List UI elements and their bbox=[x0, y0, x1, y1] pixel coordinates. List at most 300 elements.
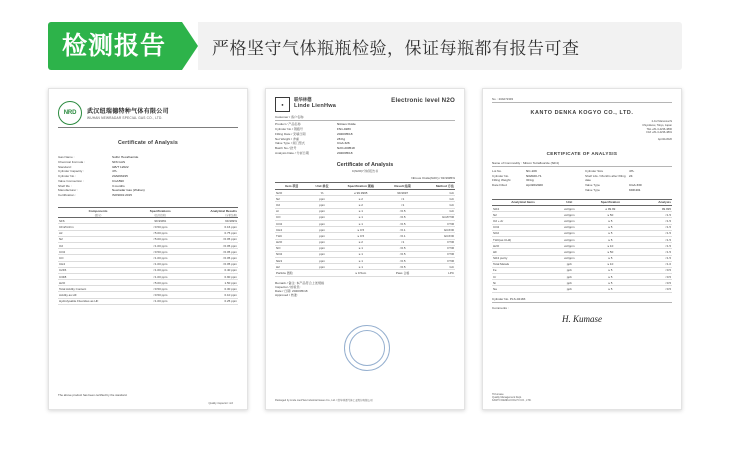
cell-method: FTIR bbox=[419, 239, 455, 245]
cell-unit: % bbox=[309, 190, 336, 196]
cell-spec: ≤ 5 bbox=[585, 274, 637, 280]
card3-field-value: 24 bbox=[629, 173, 633, 178]
cell-method: GC/FTIR bbox=[419, 214, 455, 220]
card1-field-value: 3 months bbox=[112, 183, 125, 188]
card2-doc-title: Certificate of Analysis bbox=[336, 161, 394, 168]
cell-result: <1 bbox=[386, 239, 419, 245]
card2-field-label: Filling Date / 充填日期 bbox=[275, 131, 306, 136]
cell-result: 0.30 ppm bbox=[183, 286, 238, 292]
card3-field-row bbox=[585, 188, 672, 193]
cell-result: 0.10 ppm bbox=[183, 292, 238, 298]
cell-component: CH4 bbox=[58, 261, 138, 267]
cell-spec: ≤ 0.5 bbox=[336, 227, 387, 233]
card1-col-header-text: Specifications bbox=[149, 208, 171, 213]
cell-result: <0.5 bbox=[386, 214, 419, 220]
card3-address-line: TEL +81-3-4236-4800 bbox=[646, 127, 672, 131]
cell-unit: vol/ppm bbox=[554, 255, 584, 261]
card2-field-label: Analysis Date / 分析日期 bbox=[275, 150, 309, 155]
card2-note: Inspector / 检验员: bbox=[275, 284, 301, 289]
table-row bbox=[492, 286, 672, 292]
certificate-card-linde-lienhwa[interactable] bbox=[265, 88, 465, 410]
card1-field-value: ISO9001:2015 bbox=[112, 193, 132, 198]
card3-field-label: Cylinder No. bbox=[492, 173, 510, 178]
cell-unit: vol/ppm bbox=[554, 218, 584, 224]
cell-analysis: <1.5 bbox=[636, 236, 672, 242]
cell-result: 99.999% bbox=[183, 218, 238, 224]
card3-signer-title: Quality Management Dept. bbox=[492, 396, 522, 399]
cell-result: <0.05 ppm bbox=[183, 261, 238, 267]
cell-spec: <1.00 ppm bbox=[138, 273, 182, 279]
cell-spec: <1.00 ppm bbox=[138, 255, 182, 261]
card1-field-row bbox=[58, 193, 238, 198]
cell-analysis: <0.5 bbox=[636, 280, 672, 286]
cell-analysis: <1.5 bbox=[636, 249, 672, 255]
cell-spec: <0.50 ppm bbox=[138, 224, 182, 230]
cell-unit: ppb bbox=[554, 280, 584, 286]
card3-field-label: Valve Type bbox=[585, 183, 601, 188]
cell-spec: <0.50 ppm bbox=[138, 286, 182, 292]
card2-col-header: Item 项目 bbox=[275, 182, 309, 189]
cell-result: 99.9997 bbox=[386, 190, 419, 196]
cell-spec: <1.00 ppm bbox=[138, 261, 182, 267]
card1-field-label: Manufacturer : bbox=[58, 188, 78, 193]
cell-unit: vol/ppm bbox=[554, 206, 584, 212]
cell-unit: ppm bbox=[309, 258, 336, 264]
cell-unit: ppm bbox=[309, 233, 336, 239]
cell-result: <0.5 bbox=[386, 264, 419, 270]
cell-spec: <5.00 ppm bbox=[138, 236, 182, 242]
card2-field-label: Net Weight / 净重 bbox=[275, 136, 300, 141]
cell-unit: ppm bbox=[309, 245, 336, 251]
card2-field-value: N2O-200518 bbox=[337, 146, 355, 151]
card2-note: Remark / 备注: 本产品符合上述规格 bbox=[275, 280, 325, 285]
card1-field-label: Valve Connection : bbox=[58, 178, 84, 183]
card1-footer-note: The above product has been certified by the standard. bbox=[58, 393, 128, 397]
card1-field-value: CGA590 bbox=[112, 178, 124, 183]
cell-spec: ≤ 5 bbox=[585, 255, 637, 261]
cell-result: 0.25 ppm bbox=[183, 298, 238, 304]
card3-doc-number: No. : 20A072393 bbox=[492, 97, 513, 101]
cell-analysis: <1.5 bbox=[636, 230, 672, 236]
card2-customer-label: Customer / 客户名称: bbox=[275, 115, 305, 119]
card3-field-value: Apr/20/2020 bbox=[526, 183, 543, 188]
card2-notes bbox=[275, 281, 455, 298]
card1-doc-title: Certificate of Analysis bbox=[117, 140, 179, 146]
cell-unit: vol/ppm bbox=[554, 249, 584, 255]
card1-fields bbox=[58, 155, 238, 198]
cell-spec: <1.00 ppm bbox=[138, 242, 182, 248]
cell-item: Na bbox=[492, 286, 554, 292]
card2-doc-subtitle: C(N2O)/分析报告书 bbox=[351, 168, 379, 173]
card2-field-value: Nitrous Oxide bbox=[337, 122, 356, 127]
cell-result: <0.5 bbox=[386, 251, 419, 257]
cell-item: O2 bbox=[275, 202, 309, 208]
cell-unit: ppm bbox=[309, 220, 336, 226]
certificate-card-wuhan-newradar[interactable] bbox=[48, 88, 248, 410]
cell-spec: <5.00 ppm bbox=[138, 230, 182, 236]
cell-spec: ≤ 5 bbox=[585, 286, 637, 292]
cell-spec: ≤ 1 bbox=[336, 220, 387, 226]
cell-item: Ar bbox=[275, 208, 309, 214]
cell-item: NO2 bbox=[275, 251, 309, 257]
card1-col-header-text: Components bbox=[88, 208, 108, 213]
card3-info-right bbox=[585, 169, 672, 193]
cell-spec: ≤ 1 bbox=[336, 258, 387, 264]
card2-header-fields bbox=[275, 122, 455, 155]
cell-unit: ppb bbox=[554, 267, 584, 273]
cell-result: <0.05 ppm bbox=[183, 242, 238, 248]
card3-col-header: Specification bbox=[585, 199, 637, 205]
cell-item: H2O bbox=[275, 239, 309, 245]
card1-field-value: SF6 GAS bbox=[112, 159, 126, 164]
certificate-card-list bbox=[48, 88, 682, 418]
linde-logo-icon: ● bbox=[275, 97, 290, 112]
cell-result: 0.75 ppm bbox=[183, 230, 238, 236]
cell-spec: ≤ 10 bbox=[585, 261, 637, 267]
card1-col-subheader-text: (分析结果) bbox=[225, 213, 237, 217]
card1-col-header bbox=[58, 208, 138, 218]
card3-company-name: KANTO DENKA KOGYO CO., LTD. bbox=[530, 110, 634, 116]
cell-component: CO2 bbox=[58, 249, 138, 255]
card3-divider-bottom bbox=[492, 302, 672, 303]
cell-item: Fe bbox=[492, 267, 554, 273]
table-row bbox=[275, 270, 455, 276]
cell-spec: ≤ 5 bbox=[585, 230, 637, 236]
card3-address-line: Chiyoda-ku, Tokyo, Japan bbox=[642, 123, 672, 127]
banner-arrow-shape bbox=[182, 22, 198, 70]
cell-item: CO bbox=[275, 214, 309, 220]
card2-note: Date / 日期: 2020/05/18 bbox=[275, 288, 308, 293]
card2-field-label: Batch No / 批号 bbox=[275, 146, 297, 151]
card3-signer-name: H.Kumase bbox=[492, 393, 504, 396]
cell-component: C3F8 bbox=[58, 273, 138, 279]
cell-method: GC bbox=[419, 208, 455, 214]
card3-field-label: Date Filled bbox=[492, 183, 507, 188]
cell-spec: ≤ 1 bbox=[336, 245, 387, 251]
cell-analysis: <1.5 bbox=[636, 224, 672, 230]
cell-spec: 99.999% bbox=[138, 218, 182, 224]
cell-item: Total Metals bbox=[492, 261, 554, 267]
card3-field-value: NC-109 bbox=[526, 168, 537, 173]
card3-col-header: Analytical Items bbox=[492, 199, 554, 205]
card3-product-line: Name of Commodity : Silicon Tetrafluoride (SiF4) bbox=[492, 160, 559, 165]
cell-unit: vol/ppm bbox=[554, 212, 584, 218]
card2-field-value: FN1-0283 bbox=[337, 126, 351, 131]
cell-result: <0.05 ppm bbox=[183, 249, 238, 255]
cell-method: GC/FID bbox=[419, 233, 455, 239]
card1-col-header bbox=[138, 208, 182, 218]
cell-analysis: <1.5 bbox=[636, 243, 672, 249]
cell-spec: <1.00 ppm bbox=[138, 298, 182, 304]
cell-analysis: 99.995 bbox=[636, 206, 672, 212]
cell-result: Pass 合格 bbox=[386, 270, 419, 276]
cell-unit bbox=[309, 270, 336, 276]
card3-info-left bbox=[492, 169, 579, 193]
banner-subtitle: 严格坚守气体瓶瓶检验，保证每瓶都有报告可查 bbox=[198, 22, 682, 70]
cell-result: 0.16 ppm bbox=[183, 224, 238, 230]
card2-field-label: Product / 产品名称 bbox=[275, 122, 301, 127]
card2-field-value: 28 Kg bbox=[337, 136, 346, 141]
card3-field-label: Shelf Life / Months after filling date bbox=[585, 173, 626, 183]
cell-spec: ≥ 99.99 bbox=[585, 206, 637, 212]
cell-unit: ppm bbox=[309, 239, 336, 245]
cell-item: CO2 bbox=[275, 220, 309, 226]
card2-col-header: Unit 单位 bbox=[309, 182, 336, 189]
cell-item: CO2 bbox=[492, 224, 554, 230]
card3-field-value: N02020-Y1 bbox=[526, 173, 542, 178]
banner-title: 检测报告 bbox=[48, 22, 182, 70]
card2-analysis-table bbox=[275, 182, 455, 277]
cell-result: <0.5 bbox=[386, 245, 419, 251]
card1-field-label: Shelf life : bbox=[58, 183, 72, 188]
cell-item: Particle 微粒 bbox=[275, 270, 309, 276]
card2-divider bbox=[275, 120, 455, 121]
card3-field-label: Cylinder Size bbox=[585, 168, 604, 173]
cell-analysis: <1.0 bbox=[636, 261, 672, 267]
cell-component: Air bbox=[58, 230, 138, 236]
card1-col-subheader-text: (组分) bbox=[94, 213, 102, 217]
cell-spec: ≤ 1 bbox=[336, 214, 387, 220]
card3-divider-top bbox=[492, 102, 672, 103]
card1-col-subheader-text: (技术指标) bbox=[154, 213, 167, 217]
cell-component: SF6 bbox=[58, 218, 138, 224]
card1-field-value: Sulfur Hexafluoride bbox=[112, 155, 139, 159]
card1-field-value: Newradar Gas (Wuhan) bbox=[112, 188, 145, 193]
card3-doc-title: CERTIFICATE OF ANALYSIS bbox=[546, 150, 618, 156]
cell-result: <0.1 bbox=[386, 227, 419, 233]
cell-item: THC(as CH4) bbox=[492, 236, 554, 242]
cell-item: SiF4 purity bbox=[492, 255, 554, 261]
cell-method: FTIR bbox=[419, 245, 455, 251]
cell-spec: ≤ 5 bbox=[585, 218, 637, 224]
cell-item: Cr bbox=[492, 274, 554, 280]
card2-col-header: Method 方法 bbox=[419, 182, 455, 189]
cell-unit: vol/ppm bbox=[554, 243, 584, 249]
newradar-logo-icon: NRD bbox=[58, 101, 82, 125]
card1-field-value: GB/T 12022 bbox=[112, 164, 129, 169]
card3-signature-block bbox=[492, 393, 672, 402]
card2-note: Approved / 核准: bbox=[275, 293, 298, 298]
cell-spec: ≤ 50 bbox=[585, 249, 637, 255]
card3-field-value: CGA 330 bbox=[629, 183, 642, 188]
cell-result: <0.5 bbox=[386, 220, 419, 226]
cell-component: Total Acidity Content bbox=[58, 286, 138, 292]
cell-item: CH4 bbox=[275, 227, 309, 233]
cell-method: FTIR bbox=[419, 251, 455, 257]
card2-field-row bbox=[275, 151, 455, 156]
cell-result: <0.5 bbox=[386, 258, 419, 264]
cell-result: <1 bbox=[386, 196, 419, 202]
cell-item: H2O bbox=[492, 243, 554, 249]
cell-spec: ≤ 1 bbox=[336, 251, 387, 257]
cell-spec: ≤ 2 bbox=[336, 239, 387, 245]
card1-analysis-table bbox=[58, 207, 238, 305]
cell-component: CO bbox=[58, 255, 138, 261]
cell-component: O2 bbox=[58, 242, 138, 248]
cell-item: O2 + Ar bbox=[492, 218, 554, 224]
card1-field-value: 20A066195 bbox=[112, 174, 128, 179]
cell-spec: ≤ 0.5 bbox=[336, 233, 387, 239]
cell-unit: ppb bbox=[554, 274, 584, 280]
cell-analysis: <0.5 bbox=[636, 267, 672, 273]
card2-purity-note: Nitrous Oxide(N2O) / 99.9995% bbox=[411, 175, 455, 180]
cell-item: NH3 bbox=[275, 258, 309, 264]
cell-spec: ≤ 10 bbox=[585, 243, 637, 249]
card3-field-value: 30 kg bbox=[526, 178, 534, 183]
card3-field-value: KDK401 bbox=[629, 188, 641, 193]
card3-address bbox=[492, 120, 672, 135]
card1-company-en: WUHAN NEWRADAR SPECIAL GAS CO., LTD. bbox=[87, 116, 163, 121]
card1-letterhead bbox=[58, 101, 238, 125]
cell-result: <0.1 bbox=[386, 233, 419, 239]
card1-field-value: 47L bbox=[112, 169, 118, 174]
card1-table-header-row bbox=[58, 208, 238, 218]
cell-spec: ≤ 0.5um bbox=[336, 270, 387, 276]
cell-unit: ppm bbox=[309, 196, 336, 202]
cell-component: CF4/CnFm bbox=[58, 224, 138, 230]
card3-address-line: FAX +81-3-4236-4801 bbox=[646, 131, 672, 135]
card1-field-label: Standard : bbox=[58, 164, 73, 169]
card3-remarks-label: Comments : bbox=[492, 305, 509, 310]
cell-unit: ppm bbox=[309, 227, 336, 233]
card1-field-label: Gas Name : bbox=[58, 155, 75, 159]
cell-spec: ≤ 50 bbox=[585, 212, 637, 218]
card3-field-value: 47L bbox=[629, 168, 635, 173]
card3-field-label: Filling Weight bbox=[492, 178, 511, 183]
card2-letterhead bbox=[275, 97, 455, 112]
card2-field-label: Valve Type / 阀门型式 bbox=[275, 141, 305, 146]
cell-spec: <1.00 ppm bbox=[138, 267, 182, 273]
card2-footer-note: Packaged by Linde LienHwa Industrial Gases Co., Ltd. / 联华林德气体工业股份有限公司 bbox=[275, 399, 373, 402]
cell-component: N2 bbox=[58, 236, 138, 242]
cell-unit: vol/ppm bbox=[554, 224, 584, 230]
card1-inspector-signature: Quality inspector: nrd bbox=[208, 402, 233, 405]
cell-method: FTIR bbox=[419, 220, 455, 226]
card3-signature: H. Kumase bbox=[562, 313, 602, 324]
cell-component: H2O bbox=[58, 280, 138, 286]
cell-result: 1.50 ppm bbox=[183, 280, 238, 286]
cell-spec: ≤ 1 bbox=[336, 264, 387, 270]
card2-brand-cn: 联华林德 bbox=[294, 97, 312, 102]
card3-analysis-table bbox=[492, 199, 672, 293]
card2-field-value: CGA 326 bbox=[337, 141, 350, 146]
card2-col-header: Result 结果 bbox=[386, 182, 419, 189]
cell-spec: ≤ 1 bbox=[336, 208, 387, 214]
cell-result: 0.90 ppm bbox=[183, 273, 238, 279]
cell-method: GC bbox=[419, 196, 455, 202]
card1-field-label: Chemical Formula : bbox=[58, 159, 85, 164]
cell-analysis: <1.5 bbox=[636, 255, 672, 261]
cell-result: 0.40 ppm bbox=[183, 267, 238, 273]
cell-analysis: <1.5 bbox=[636, 218, 672, 224]
card2-field-value: 2020/05/18 bbox=[337, 131, 353, 136]
cell-result: <1 bbox=[386, 202, 419, 208]
card3-field-label: Valve Type bbox=[585, 188, 601, 193]
cell-item: HF bbox=[492, 249, 554, 255]
card2-col-header: Specification 规格 bbox=[336, 182, 387, 189]
card2-field-value: 2020/05/18 bbox=[337, 150, 353, 155]
cell-item: N2 bbox=[275, 196, 309, 202]
cell-item: N2 bbox=[492, 212, 554, 218]
cell-component: C2F6 bbox=[58, 267, 138, 273]
cell-spec: ≤ 5 bbox=[585, 267, 637, 273]
cell-item: NO bbox=[275, 245, 309, 251]
cell-unit: ppb bbox=[554, 261, 584, 267]
card1-field-label: Cylinder No : bbox=[58, 174, 76, 179]
cell-unit: ppm bbox=[309, 214, 336, 220]
cell-unit: vol/ppm bbox=[554, 230, 584, 236]
cell-spec: ≤ 5 bbox=[585, 224, 637, 230]
cell-unit: ppm bbox=[309, 208, 336, 214]
company-seal-stamp bbox=[344, 325, 390, 371]
card3-cylinder-no: Cylinder No. PLS-02183 bbox=[492, 296, 526, 301]
header-banner bbox=[48, 22, 682, 70]
cell-spec: <0.50 ppm bbox=[138, 249, 182, 255]
certificate-card-kanto-denka[interactable] bbox=[482, 88, 682, 410]
cell-analysis: <0.5 bbox=[636, 274, 672, 280]
cell-unit: ppm bbox=[309, 251, 336, 257]
cell-unit: ppm bbox=[309, 264, 336, 270]
card3-signer-company: KANTO DENKA KOGYO CO., LTD. bbox=[492, 399, 532, 402]
cell-method: GC/FID bbox=[419, 227, 455, 233]
card3-address-line: 2-9-2 Marunouchi bbox=[651, 120, 672, 123]
cell-result: <0.05 ppm bbox=[183, 236, 238, 242]
cell-method: GC bbox=[419, 190, 455, 196]
cell-spec: ≤ 5 bbox=[585, 280, 637, 286]
card1-col-header bbox=[183, 208, 238, 218]
card1-field-label: Cylinder Capacity : bbox=[58, 169, 84, 174]
cell-spec: ≤ 2 bbox=[336, 202, 387, 208]
cell-unit: ppm bbox=[309, 202, 336, 208]
cell-unit: ppb bbox=[554, 286, 584, 292]
cell-component: Acidity as HF bbox=[58, 292, 138, 298]
cell-item: H2 bbox=[275, 264, 309, 270]
cell-analysis: <0.5 bbox=[636, 286, 672, 292]
cell-result: <0.5 bbox=[386, 208, 419, 214]
cell-method: LPC bbox=[419, 270, 455, 276]
card2-brand-en: Linde LienHwa bbox=[294, 103, 337, 109]
card2-product-title: Electronic level N2O bbox=[391, 97, 455, 104]
cell-item: N2O bbox=[275, 190, 309, 196]
card3-date: Apr/21/2020 bbox=[657, 138, 672, 141]
card2-field-label: Cylinder No / 钢瓶号 bbox=[275, 126, 304, 131]
cell-item: Ni bbox=[492, 280, 554, 286]
cell-result: <0.05 ppm bbox=[183, 255, 238, 261]
card3-divider-mid bbox=[492, 166, 672, 167]
card3-field-label: Lot No. bbox=[492, 168, 502, 173]
card1-company-cn: 武汉纽瑞德特种气体有限公司 bbox=[87, 108, 169, 115]
card3-field-row bbox=[585, 174, 672, 184]
cell-spec: ≥ 99.9995 bbox=[336, 190, 387, 196]
cell-item: SiF4 bbox=[492, 206, 554, 212]
table-row bbox=[58, 298, 238, 304]
card1-divider bbox=[58, 127, 238, 128]
cell-spec: ≤ 2 bbox=[336, 196, 387, 202]
card1-col-header-text: Analytical Results bbox=[210, 208, 237, 213]
card3-col-header: Unit bbox=[554, 199, 584, 205]
cell-method: GC bbox=[419, 202, 455, 208]
cell-analysis: <1.5 bbox=[636, 212, 672, 218]
card2-table-header-row bbox=[275, 182, 455, 189]
card3-field-row bbox=[492, 183, 579, 188]
cell-item: SO2 bbox=[492, 230, 554, 236]
cell-component: Hydrolysable Fluorides as HF bbox=[58, 298, 138, 304]
cell-method: GC bbox=[419, 264, 455, 270]
cell-spec: <5.00 ppm bbox=[138, 280, 182, 286]
cell-item: THC bbox=[275, 233, 309, 239]
card3-info-block bbox=[492, 169, 672, 193]
cell-unit: vol/ppm bbox=[554, 236, 584, 242]
